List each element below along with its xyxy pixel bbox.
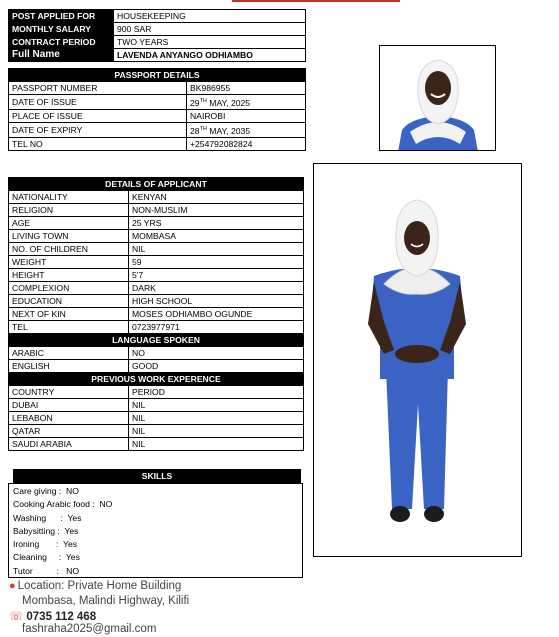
table-row — [9, 308, 304, 321]
experience-country-value: NIL — [129, 425, 304, 438]
list-item: Babysitting : Yes — [13, 525, 79, 536]
applicant-field-value: KENYAN — [129, 191, 304, 204]
phone-icon: ☏ — [9, 611, 24, 623]
contract-value: TWO YEARS — [114, 36, 306, 49]
table-row — [9, 191, 304, 204]
list-item: Ironing : Yes — [13, 539, 78, 550]
applicant-field-label: NEXT OF KIN — [9, 308, 129, 321]
applicant-heading: DETAILS OF APPLICANT — [9, 178, 304, 191]
passport-number-value: BK986955 — [187, 82, 306, 95]
applicant-field-label: NATIONALITY — [9, 191, 129, 204]
experience-country-value: NIL — [129, 438, 304, 451]
phone-line: ☏ 0735 112 468 — [9, 611, 97, 623]
experience-heading: PREVIOUS WORK EXPERENCE — [9, 373, 304, 386]
applicant-field-value: MOSES ODHIAMBO OGUNDE — [129, 308, 304, 321]
applicant-field-value: 25 YRS — [129, 217, 304, 230]
table-row — [9, 269, 304, 282]
list-item: Care giving : NO — [13, 486, 79, 496]
applicant-field-label: RELIGION — [9, 204, 129, 217]
table-row — [9, 10, 306, 23]
applicant-field-value: 59 — [129, 256, 304, 269]
post-label: POST APPLIED FOR — [9, 10, 114, 23]
tel-no-label: TEL NO — [9, 137, 187, 150]
experience-period-header: PERIOD — [129, 386, 304, 399]
applicant-details-table — [8, 177, 304, 451]
experience-country-label: QATAR — [9, 425, 129, 438]
experience-country-label: DUBAI — [9, 399, 129, 412]
language-value: NO — [129, 347, 304, 360]
experience-country-label: SAUDI ARABIA — [9, 438, 129, 451]
tel-no-value: +254792082824 — [187, 137, 306, 150]
location-line-2: Mombasa, Malindi Highway, Kilifi — [22, 595, 190, 607]
table-row — [9, 82, 306, 95]
list-item: Cleaning : Yes — [13, 552, 80, 563]
issue-date-label: DATE OF ISSUE — [9, 95, 187, 110]
table-row — [9, 109, 306, 122]
passport-table — [8, 68, 306, 151]
table-row — [9, 122, 306, 137]
issue-date-value: 29TH MAY, 2025 — [187, 95, 306, 110]
salary-label: MONTHLY SALARY — [9, 23, 114, 36]
table-row — [9, 49, 306, 62]
passport-number-label: PASSPORT NUMBER — [9, 82, 187, 95]
table-row — [9, 425, 304, 438]
list-item: Washing : Yes — [13, 512, 82, 523]
applicant-field-label: NO. OF CHILDREN — [9, 243, 129, 256]
experience-country-header: COUNTRY — [9, 386, 129, 399]
job-summary-table — [8, 9, 306, 62]
post-value: HOUSEKEEPING — [114, 10, 306, 23]
table-row — [9, 256, 304, 269]
applicant-field-value: NIL — [129, 243, 304, 256]
full-body-photo-illustration — [314, 164, 520, 555]
full-body-photo — [313, 163, 522, 557]
table-row — [9, 386, 304, 399]
table-row — [9, 230, 304, 243]
table-row — [9, 36, 306, 49]
table-row — [9, 438, 304, 451]
table-row — [9, 243, 304, 256]
salary-value: 900 SAR — [114, 23, 306, 36]
applicant-field-value: 5'7 — [129, 269, 304, 282]
applicant-field-label: HEIGHT — [9, 269, 129, 282]
header-accent-line — [232, 0, 400, 2]
applicant-field-label: TEL — [9, 321, 129, 334]
table-row — [9, 23, 306, 36]
applicant-field-label: LIVING TOWN — [9, 230, 129, 243]
table-row — [9, 412, 304, 425]
table-row — [9, 217, 304, 230]
list-item: Cooking Arabic food : NO — [13, 499, 113, 510]
table-row — [9, 360, 304, 373]
passport-photo — [379, 45, 496, 151]
applicant-field-label: COMPLEXION — [9, 282, 129, 295]
contract-label: CONTRACT PERIOD — [9, 36, 114, 49]
email-link[interactable]: fashraha2025@gmail.com — [22, 623, 157, 635]
table-row — [9, 95, 306, 110]
list-item: Tutor : NO — [13, 565, 80, 576]
applicant-field-value: NON-MUSLIM — [129, 204, 304, 217]
skills-heading-table — [13, 469, 301, 483]
table-row — [9, 137, 306, 150]
table-row — [9, 282, 304, 295]
applicant-field-value: MOMBASA — [129, 230, 304, 243]
applicant-field-label: EDUCATION — [9, 295, 129, 308]
issue-place-value: NAIROBI — [187, 109, 306, 122]
skills-list — [8, 483, 303, 578]
fullname-value: LAVENDA ANYANGO ODHIAMBO — [114, 49, 306, 62]
language-value: GOOD — [129, 360, 304, 373]
applicant-field-label: WEIGHT — [9, 256, 129, 269]
location-line-1: ● Location: Private Home Building — [9, 580, 182, 592]
experience-country-value: NIL — [129, 399, 304, 412]
applicant-field-label: AGE — [9, 217, 129, 230]
language-label: ARABIC — [9, 347, 129, 360]
language-label: ENGLISH — [9, 360, 129, 373]
table-row — [9, 399, 304, 412]
fullname-label: Full Name — [9, 49, 114, 62]
experience-country-label: LEBABON — [9, 412, 129, 425]
location-pin-icon: ● — [9, 580, 16, 592]
table-row — [9, 321, 304, 334]
expiry-date-value: 28TH MAY, 2035 — [187, 122, 306, 137]
table-row — [9, 295, 304, 308]
language-heading: LANGUAGE SPOKEN — [9, 334, 304, 347]
applicant-field-value: DARK — [129, 282, 304, 295]
passport-heading: PASSPORT DETAILS — [9, 69, 306, 82]
table-row — [9, 347, 304, 360]
table-row — [9, 204, 304, 217]
applicant-field-value: HIGH SCHOOL — [129, 295, 304, 308]
issue-place-label: PLACE OF ISSUE — [9, 109, 187, 122]
skills-heading: SKILLS — [14, 470, 301, 483]
applicant-field-value: 0723977971 — [129, 321, 304, 334]
expiry-date-label: DATE OF EXPIRY — [9, 122, 187, 137]
passport-photo-illustration — [380, 46, 496, 151]
experience-country-value: NIL — [129, 412, 304, 425]
